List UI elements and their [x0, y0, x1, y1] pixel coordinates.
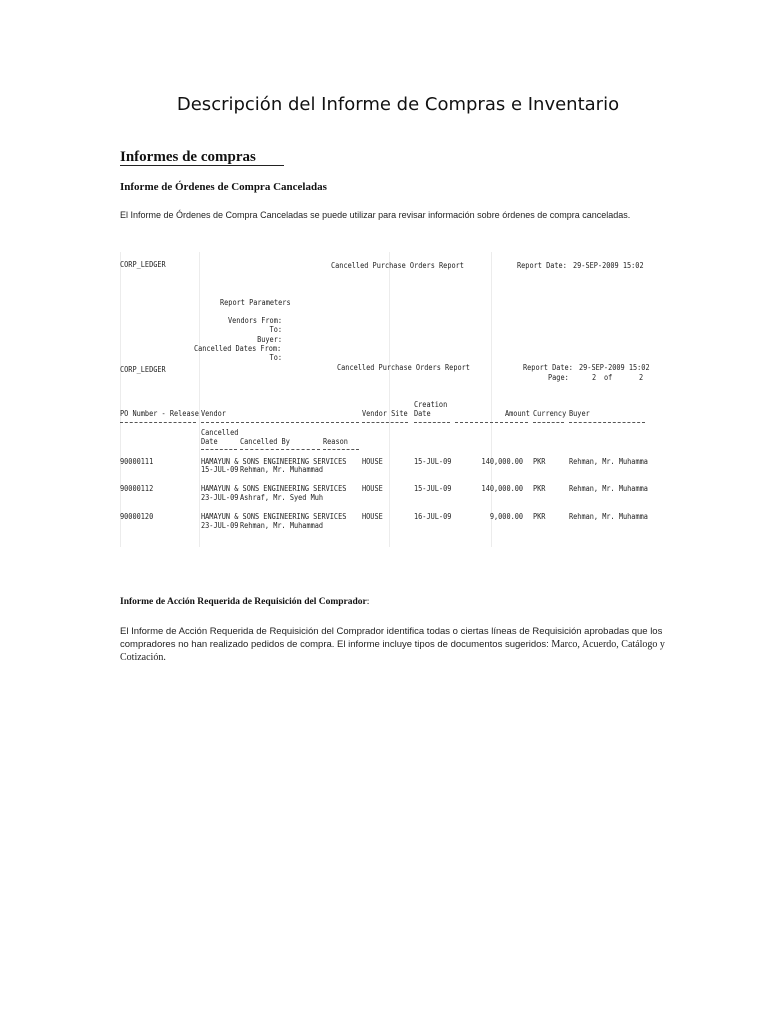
report-ledger: CORP_LEDGER — [120, 365, 166, 374]
row-vendor: HAMAYUN & SONS ENGINEERING SERVICES — [201, 512, 347, 521]
column-header-po-number: PO Number - Release — [120, 409, 199, 418]
row-currency: PKR — [533, 484, 546, 493]
report-name: Cancelled Purchase Orders Report — [331, 261, 464, 270]
header-rule — [201, 449, 237, 450]
header-rule — [455, 422, 528, 423]
report-column-guide — [120, 252, 121, 547]
report-page-label: Page: — [548, 373, 569, 382]
header-rule — [414, 422, 450, 423]
header-rule — [240, 449, 320, 450]
row-creation-date: 15-JUL-09 — [414, 457, 452, 466]
row-cancelled-by: Rehman, Mr. Muhammad — [240, 521, 324, 530]
section-heading: Informes de compras — [120, 149, 256, 165]
report-ledger: CORP_LEDGER — [120, 260, 166, 269]
report-page-current: 2 — [592, 373, 597, 382]
header-rule — [569, 422, 645, 423]
column-header-vendor: Vendor — [201, 409, 226, 418]
report-name: Cancelled Purchase Orders Report — [337, 363, 470, 372]
row-po-number: 90000112 — [120, 484, 154, 493]
row-vendor-site: HOUSE — [362, 512, 383, 521]
row-cancelled-by: Rehman, Mr. Muhammad — [240, 465, 324, 474]
row-buyer: Rehman, Mr. Muhamma — [569, 512, 648, 521]
column-header-vendor-site: Vendor Site — [362, 409, 408, 418]
column-header-cancelled: Cancelled — [201, 428, 239, 437]
subsection-heading-buyer-requisition — [120, 597, 369, 607]
report-date: 29-SEP-2009 15:02 — [579, 363, 650, 372]
header-rule — [201, 422, 359, 423]
subsection-heading-cancelled-po: Informe de Órdenes de Compra Canceladas — [120, 181, 327, 193]
subsection-heading-colon: : — [366, 597, 370, 607]
column-header-reason: Reason — [323, 437, 348, 446]
column-header-date: Date — [414, 409, 431, 418]
report-date-label: Report Date: — [523, 363, 573, 372]
report-parameters-title: Report Parameters — [220, 298, 291, 307]
header-rule — [533, 422, 564, 423]
header-rule — [362, 422, 408, 423]
row-buyer: Rehman, Mr. Muhamma — [569, 457, 648, 466]
report-column-guide — [389, 252, 390, 547]
row-amount: 140,000.00 — [481, 484, 524, 493]
row-buyer: Rehman, Mr. Muhamma — [569, 484, 648, 493]
param-cancelled-dates-to: To: — [269, 353, 282, 362]
report-date: 29-SEP-2009 15:02 — [573, 261, 644, 270]
subsection-body — [120, 625, 680, 664]
param-cancelled-dates-from: Cancelled Dates From: — [193, 344, 282, 353]
row-vendor: HAMAYUN & SONS ENGINEERING SERVICES — [201, 484, 347, 493]
row-creation-date: 15-JUL-09 — [414, 484, 452, 493]
section-heading-underline — [120, 165, 284, 166]
report-page-of: of — [604, 373, 613, 382]
row-amount: 9,000.00 — [489, 512, 524, 521]
page-title: Descripción del Informe de Compras e Inventario — [176, 94, 620, 115]
subsection-body-serif: Marco, Acuerdo, Catálogo y Cotización. — [120, 639, 665, 663]
row-amount: 140,000.00 — [481, 457, 524, 466]
param-vendors-from: Vendors From: — [227, 316, 282, 325]
row-cancel-date: 23-JUL-09 — [201, 521, 239, 530]
row-currency: PKR — [533, 457, 546, 466]
param-buyer: Buyer: — [257, 335, 282, 344]
row-cancel-date: 23-JUL-09 — [201, 493, 239, 502]
column-header-amount: Amount — [505, 409, 530, 418]
column-header-buyer: Buyer — [569, 409, 590, 418]
report-column-guide — [491, 252, 492, 547]
row-vendor-site: HOUSE — [362, 457, 383, 466]
report-date-label: Report Date: — [517, 261, 567, 270]
row-po-number: 90000120 — [120, 512, 154, 521]
subsection-intro: El Informe de Órdenes de Compra Canceladas se puede utilizar para revisar información sobre órdenes de compra canceladas. — [120, 210, 631, 220]
header-rule — [323, 449, 359, 450]
column-header-cancelled-by: Cancelled By — [240, 437, 290, 446]
row-vendor: HAMAYUN & SONS ENGINEERING SERVICES — [201, 457, 347, 466]
row-currency: PKR — [533, 512, 546, 521]
row-vendor-site: HOUSE — [362, 484, 383, 493]
report-page-total: 2 — [639, 373, 644, 382]
row-cancelled-by: Ashraf, Mr. Syed Muh — [240, 493, 324, 502]
row-cancel-date: 15-JUL-09 — [201, 465, 239, 474]
column-header-cancelled-date: Date — [201, 437, 218, 446]
row-po-number: 90000111 — [120, 457, 154, 466]
report-column-guide — [199, 252, 200, 547]
param-vendors-to: To: — [269, 325, 282, 334]
subsection-body-sans: El Informe de Acción Requerida de Requisición del Comprador identifica todas o ciertas líneas de Requisición aprobadas que los compradores no han realizado pedidos de compra. El informe incluye tipos de documentos sugeridos: — [120, 626, 663, 650]
header-rule — [120, 422, 196, 423]
subsection-heading-text: Informe de Acción Requerida de Requisición del Comprador — [120, 597, 367, 607]
column-header-creation: Creation — [414, 400, 448, 409]
row-creation-date: 16-JUL-09 — [414, 512, 452, 521]
column-header-currency: Currency — [533, 409, 567, 418]
